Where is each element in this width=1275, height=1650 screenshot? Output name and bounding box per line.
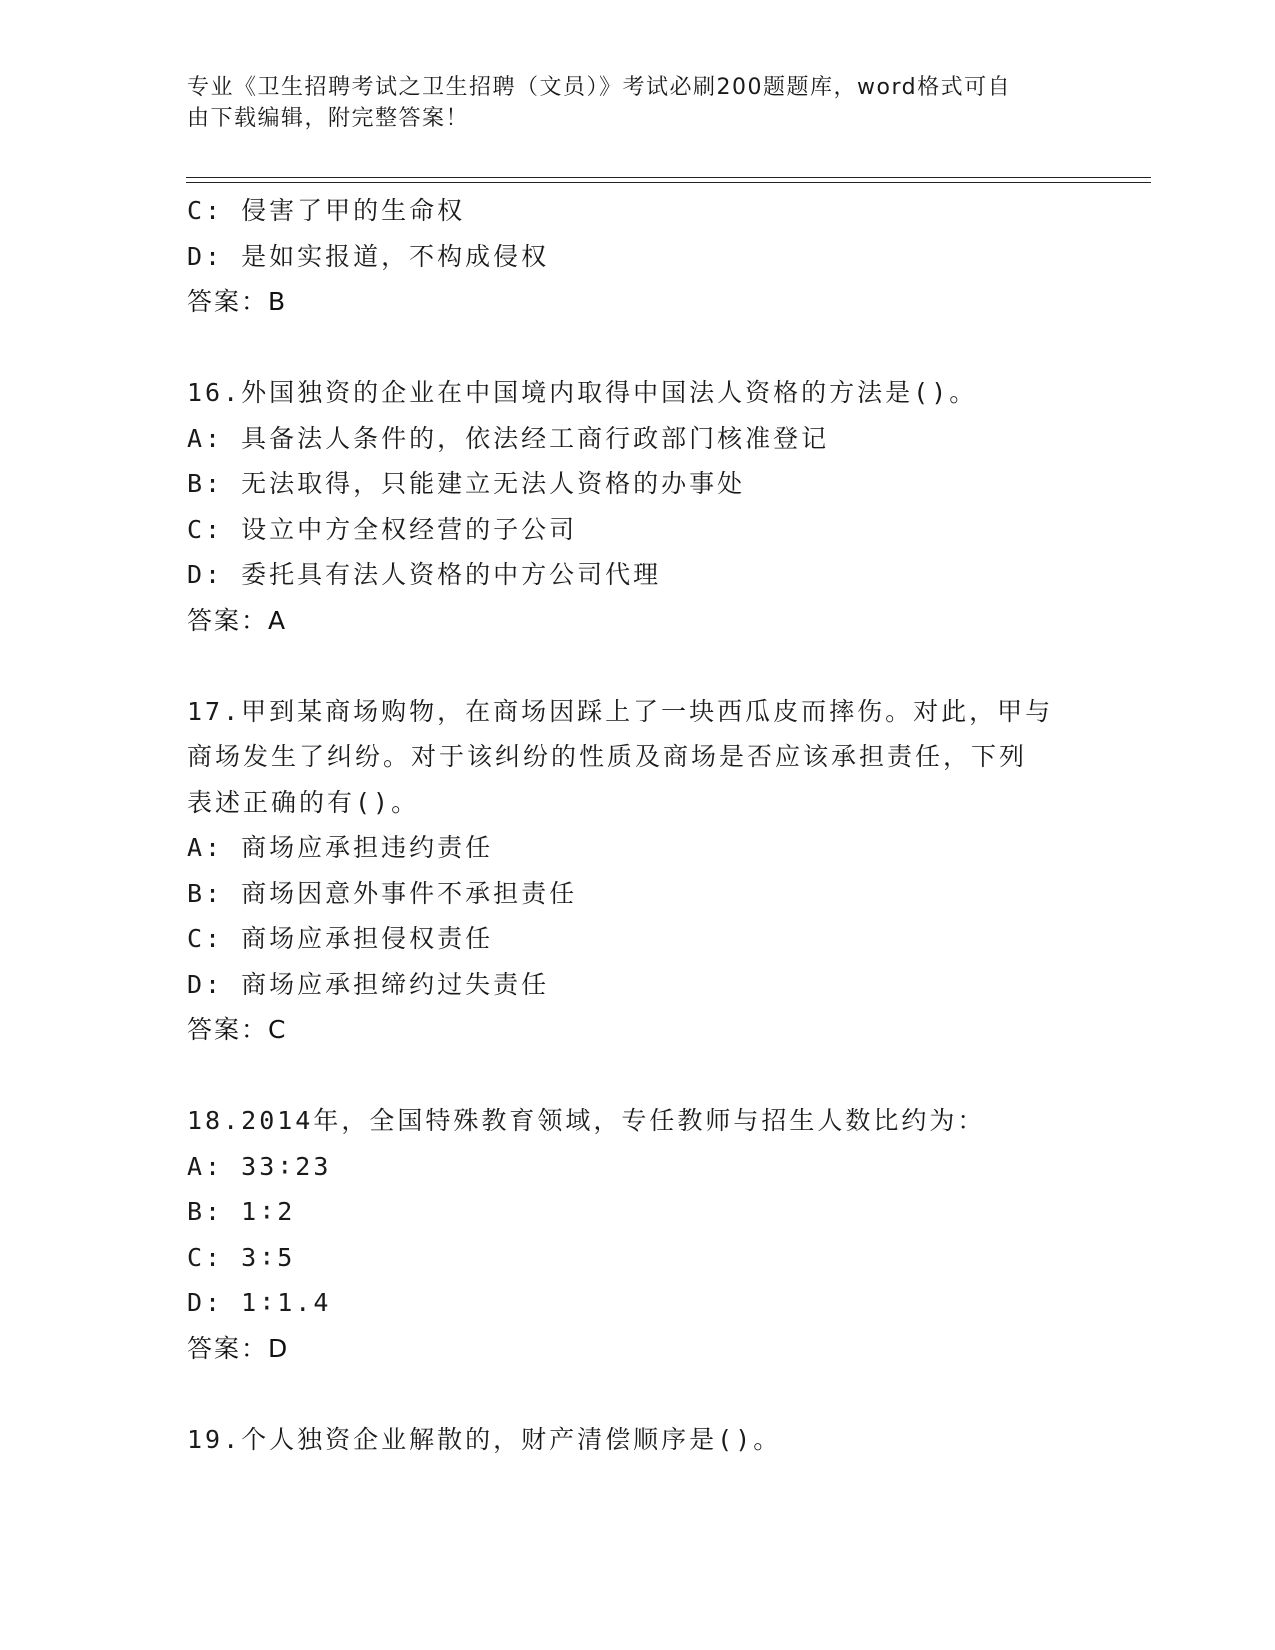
header-line-2: 由下载编辑，附完整答案！ (187, 106, 470, 131)
question-15-continued (187, 188, 1087, 325)
answer-line: 答案：C (187, 1015, 288, 1044)
question-19 (187, 1417, 1087, 1463)
question-17 (187, 689, 1087, 1053)
question-18 (187, 1098, 1087, 1371)
option-c: C: 商场应承担侵权责任 (187, 924, 494, 953)
option-a: A: 33∶23 (187, 1151, 332, 1181)
question-stem-line-1: 17.甲到某商场购物，在商场因踩上了一块西瓜皮而摔伤。对此，甲与 (187, 696, 1054, 726)
option-d: D: 是如实报道，不构成侵权 (187, 241, 550, 271)
question-16 (187, 370, 1087, 643)
spacer (187, 643, 1087, 689)
answer-line: 答案：D (187, 1333, 290, 1363)
option-a: A: 具备法人条件的，依法经工商行政部门核准登记 (187, 423, 830, 453)
option-c: C: 3∶5 (187, 1242, 296, 1272)
option-d: D: 委托具有法人资格的中方公司代理 (187, 560, 662, 589)
question-stem: 19.个人独资企业解散的，财产清偿顺序是()。 (187, 1424, 782, 1454)
option-c: C: 侵害了甲的生命权 (187, 196, 466, 225)
option-b: B: 无法取得，只能建立无法人资格的办事处 (187, 469, 746, 498)
option-c: C: 设立中方全权经营的子公司 (187, 514, 578, 544)
question-stem: 16.外国独资的企业在中国境内取得中国法人资格的方法是()。 (187, 378, 978, 407)
option-d: D: 商场应承担缔约过失责任 (187, 969, 550, 999)
option-b: B: 商场因意外事件不承担责任 (187, 878, 578, 908)
page-header (187, 72, 1067, 134)
header-line-1: 专业《卫生招聘考试之卫生招聘（文员）》考试必刷200题题库，word格式可自 (187, 75, 1012, 100)
option-b: B: 1∶2 (187, 1197, 296, 1226)
spacer (187, 1371, 1087, 1417)
spacer (187, 325, 1087, 371)
question-stem-line-2: 商场发生了纠纷。对于该纠纷的性质及商场是否应该承担责任，下列 (187, 742, 1028, 771)
question-stem: 18.2014年，全国特殊教育领域，专任教师与招生人数比约为： (187, 1106, 986, 1135)
answer-line: 答案：A (187, 605, 288, 635)
option-d: D: 1∶1.4 (187, 1288, 332, 1317)
answer-line: 答案：B (187, 287, 288, 316)
document-body (187, 188, 1087, 1462)
header-divider-bottom (186, 182, 1151, 183)
spacer (187, 1053, 1087, 1099)
question-stem-line-3: 表述正确的有()。 (187, 787, 420, 817)
header-divider-top (186, 177, 1151, 178)
option-a: A: 商场应承担违约责任 (187, 833, 494, 862)
